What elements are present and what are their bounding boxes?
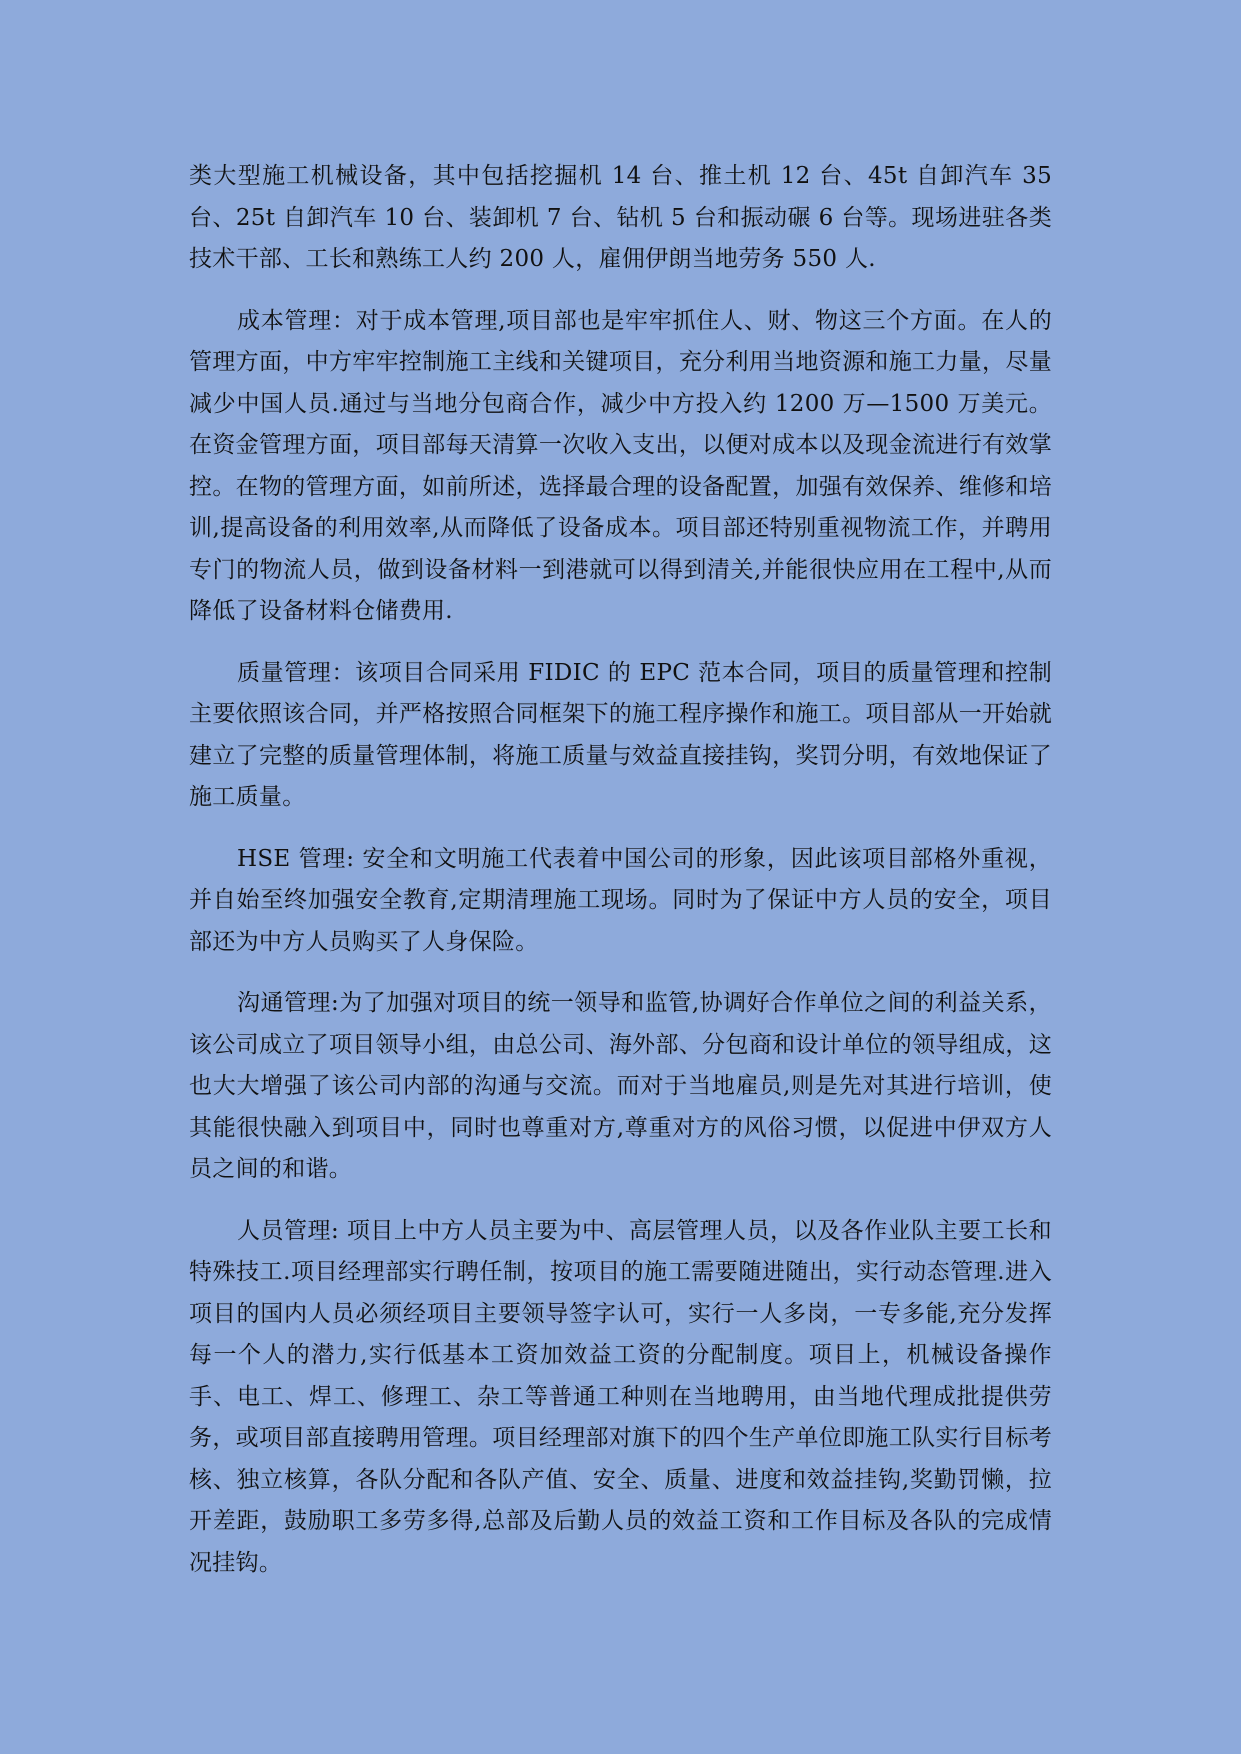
document-body [189,156,1052,1604]
paragraph-quality-management: 质量管理：该项目合同采用 FIDIC 的 EPC 范本合同，项目的质量管理和控制主要依照该合同，并严格按照合同框架下的施工程序操作和施工。项目部从一开始就建立了完整的质量管理体制，将施工质量与效益直接挂钩，奖罚分明，有效地保证了施工质量。 [189,659,1052,810]
paragraph-personnel-management: 人员管理: 项目上中方人员主要为中、高层管理人员，以及各作业队主要工长和特殊技工.项目经理部实行聘任制，按项目的施工需要随进随出，实行动态管理.进入项目的国内人员必须经项目主要领导签字认可，实行一人多岗，一专多能,充分发挥每一个人的潜力,实行低基本工资加效益工资的分配制度。项目上，机械设备操作手、电工、焊工、修理工、杂工等普通工种则在当地聘用，由当地代理成批提供劳务，或项目部直接聘用管理。项目经理部对旗下的四个生产单位即施工队实行目标考核、独立核算，各队分配和各队产值、安全、质量、进度和效益挂钩,奖勤罚懒，拉开差距，鼓励职工多劳多得,总部及后勤人员的效益工资和工作目标及各队的完成情况挂钩。 [189,1217,1052,1576]
paragraph-hse-management: HSE 管理: 安全和文明施工代表着中国公司的形象，因此该项目部格外重视，并自始至终加强安全教育,定期清理施工现场。同时为了保证中方人员的安全，项目部还为中方人员购买了人身保险。 [189,845,1052,955]
paragraph-cost-management: 成本管理：对于成本管理,项目部也是牢牢抓住人、财、物这三个方面。在人的管理方面，中方牢牢控制施工主线和关键项目，充分利用当地资源和施工力量，尽量减少中国人员.通过与当地分包商合作，减少中方投入约 1200 万—1500 万美元。在资金管理方面，项目部每天清算一次收入支出，以便对成本以及现金流进行有效掌控。在物的管理方面，如前所述，选择最合理的设备配置，加强有效保养、维修和培训,提高设备的利用效率,从而降低了设备成本。项目部还特别重视物流工作，并聘用专门的物流人员，做到设备材料一到港就可以得到清关,并能很快应用在工程中,从而降低了设备材料仓储费用. [189,307,1052,624]
paragraph-communication-management: 沟通管理:为了加强对项目的统一领导和监管,协调好合作单位之间的利益关系，该公司成立了项目领导小组，由总公司、海外部、分包商和设计单位的领导组成，这也大大增强了该公司内部的沟通与交流。而对于当地雇员,则是先对其进行培训，使其能很快融入到项目中，同时也尊重对方,尊重对方的风俗习惯，以促进中伊双方人员之间的和谐。 [189,990,1052,1182]
paragraph-equipment-continuation: 类大型施工机械设备，其中包括挖掘机 14 台、推土机 12 台、45t 自卸汽车 35 台、25t 自卸汽车 10 台、装卸机 7 台、钻机 5 台和振动碾 6 台等。现场进驻各类技术干部、工长和熟练工人约 200 人，雇佣伊朗当地劳务 550 人. [189,163,1052,272]
